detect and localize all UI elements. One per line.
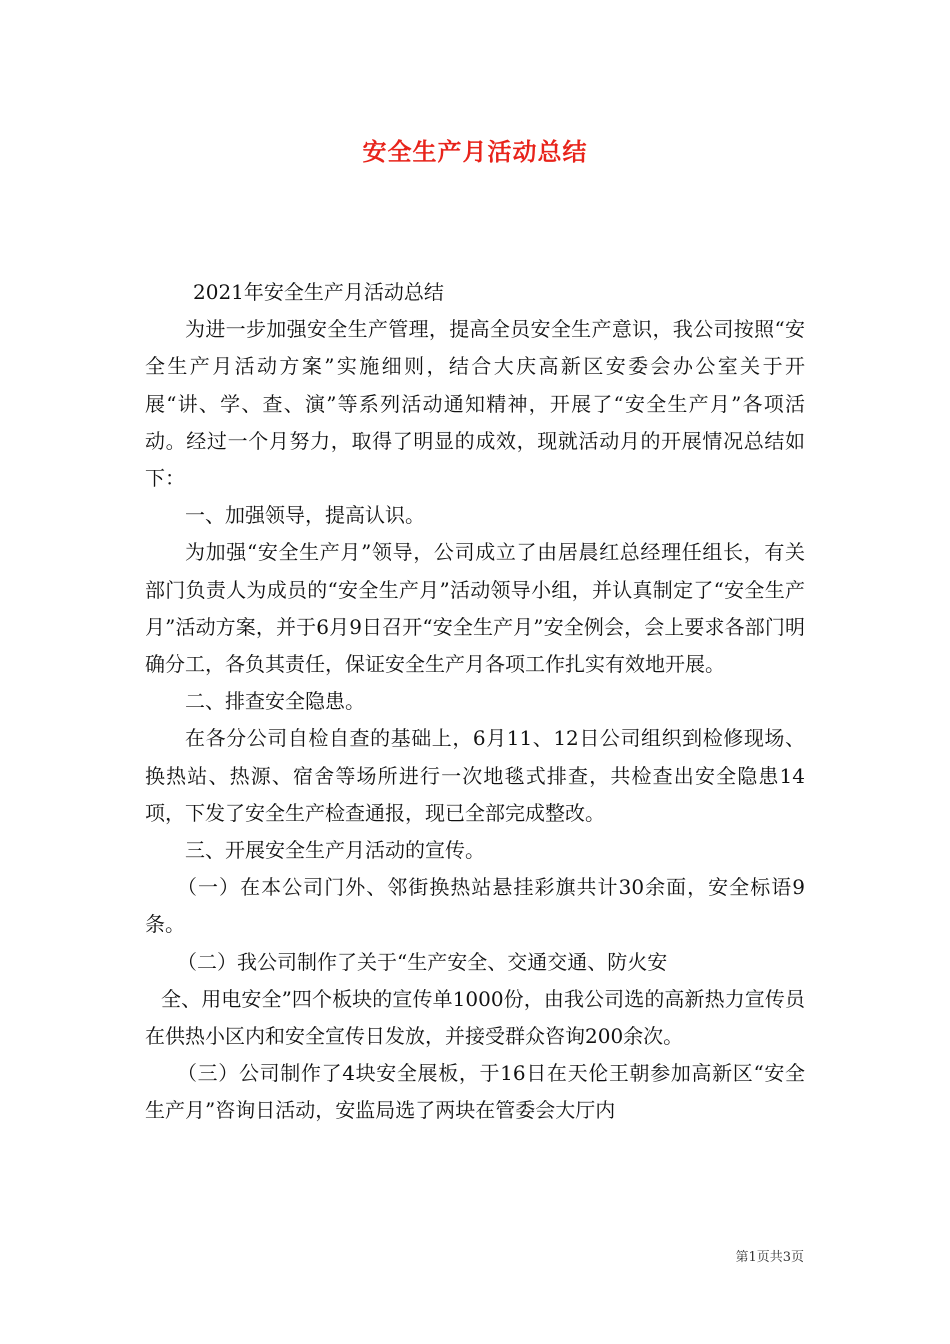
item-3-paragraph: （三）公司制作了4块安全展板，于16日在天伦王朝参加高新区“安全生产月”咨询日活动，安监局选了两块在管委会大厅内 [145,1061,805,1123]
subtitle-paragraph: 2021年安全生产月活动总结 [193,280,444,304]
section-1-paragraph: 为加强“安全生产月”领导，公司成立了由居晨红总经理任组长，有关部门负责人为成员的“安全生产月”活动领导小组，并认真制定了“安全生产月”活动方案，并于6月9日召开“安全生产月”安全例会，会上要求各部门明确分工，各负其责任，保证安全生产月各项工作扎实有效地开展。 [145,540,805,677]
document-body [145,274,805,1130]
section-heading-1: 一、加强领导，提高认识。 [185,503,425,528]
item-1-paragraph: （一）在本公司门外、邻街换热站悬挂彩旗共计30余面，安全标语9条。 [145,875,805,937]
section-heading-2: 二、排查安全隐患。 [185,689,365,714]
item-2-paragraph: （二）我公司制作了关于“生产安全、交通交通、防火安 [177,949,668,974]
section-heading-3: 三、开展安全生产月活动的宣传。 [185,838,485,863]
document-title: 安全生产月活动总结 [362,138,588,166]
section-2-paragraph: 在各分公司自检自查的基础上，6月11、12日公司组织到检修现场、换热站、热源、宿舍等场所进行一次地毯式排查，共检查出安全隐患14项，下发了安全生产检查通报，现已全部完成整改。 [145,726,805,825]
page-number: 第1页共3页 [735,1250,804,1265]
item-2-continuation: 全、用电安全”四个板块的宣传单1000份，由我公司选的高新热力宣传员在供热小区内和安全宣传日发放，并接受群众咨询200余次。 [145,986,805,1049]
intro-paragraph: 为进一步加强安全生产管理，提高全员安全生产意识，我公司按照“安全生产月活动方案”实施细则，结合大庆高新区安委会办公室关于开展“讲、学、查、演”等系列活动通知精神，开展了“安全生产月”各项活动。经过一个月努力，取得了明显的成效，现就活动月的开展情况总结如下： [145,317,805,491]
